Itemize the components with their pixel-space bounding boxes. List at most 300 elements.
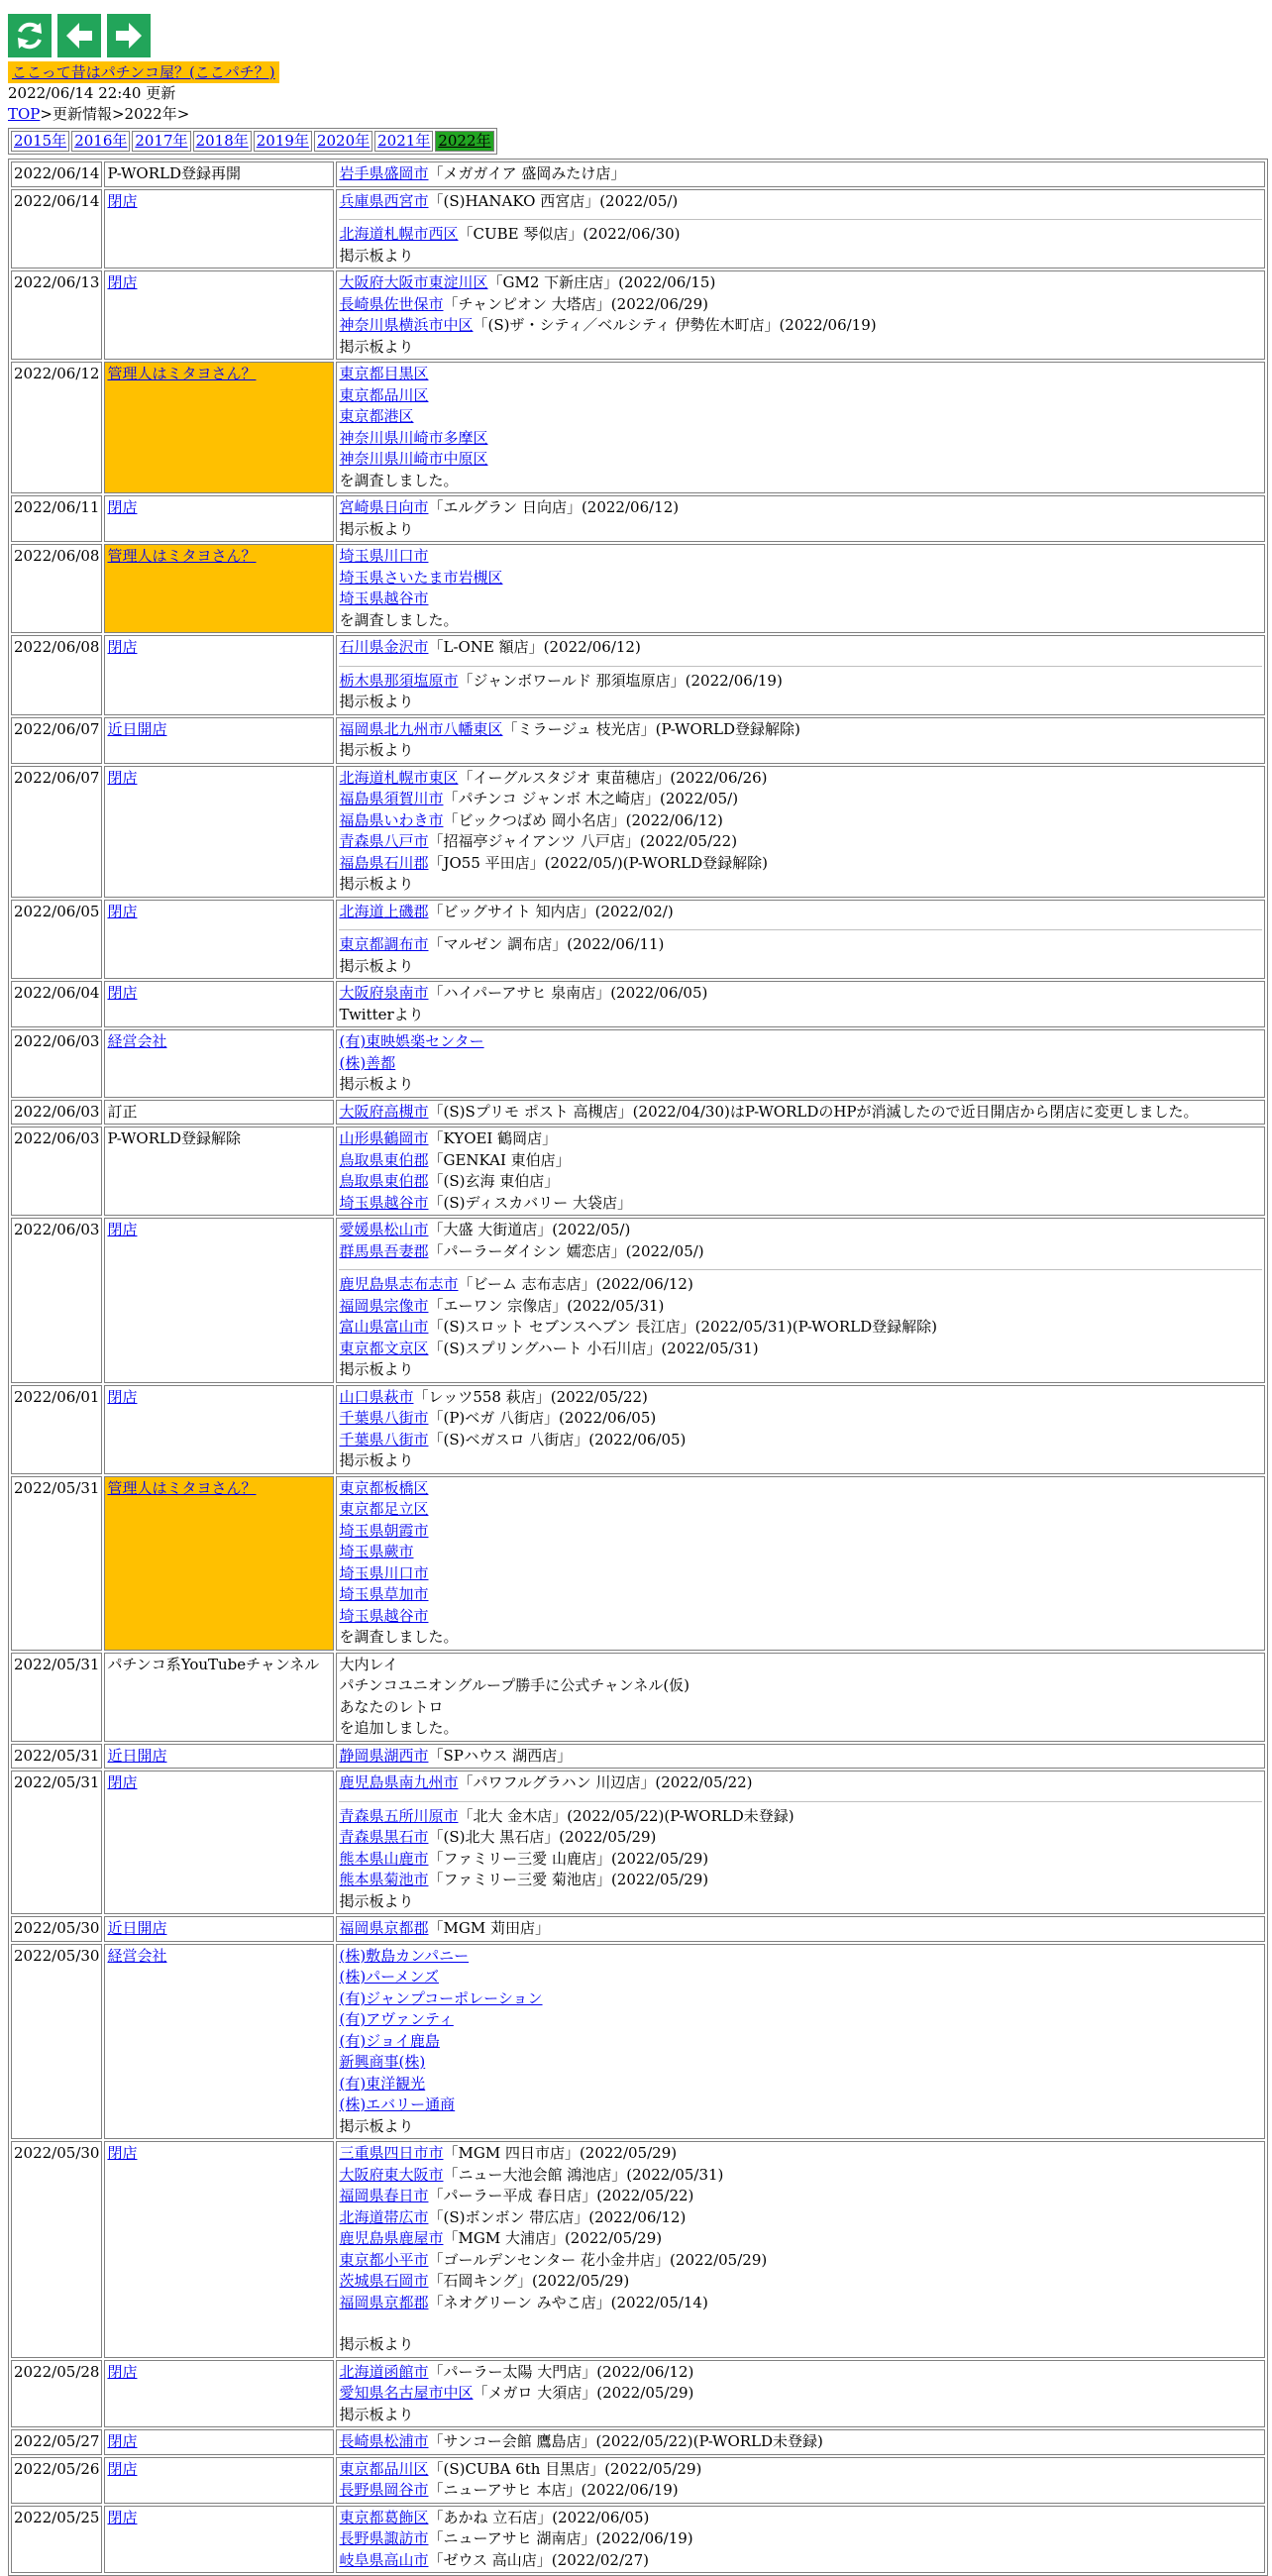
location-link[interactable]: 鳥取県東伯郡 [339, 1150, 429, 1169]
detail-text: 「エルグラン 日向店」(2022/06/12) [428, 498, 680, 516]
year-tab [254, 131, 312, 152]
location-link[interactable]: 長野県諏訪市 [339, 2529, 429, 2547]
news-detail [336, 2429, 1265, 2455]
news-row [11, 717, 1265, 764]
detail-line [339, 1074, 1262, 1096]
year-tab-link[interactable]: 2020年 [316, 132, 371, 150]
detail-line [339, 1918, 1262, 1940]
location-link[interactable]: 埼玉県草加市 [339, 1585, 429, 1603]
detail-text: 掲示板より [339, 1451, 414, 1469]
detail-line [339, 2116, 1262, 2138]
detail-line [339, 519, 1262, 541]
detail-line [339, 1220, 1262, 1241]
location-link[interactable]: 東京都葛飾区 [339, 2508, 429, 2526]
news-category-link[interactable]: 経営会社 [107, 1032, 167, 1050]
detail-line [339, 1359, 1262, 1381]
detail-text: 「ビッグサイト 知内店」(2022/02/) [428, 902, 674, 920]
detail-text: 「ファミリー三愛 菊池店」(2022/05/29) [428, 1871, 709, 1888]
news-category-link[interactable]: 管理人はミタヨさん？ [107, 547, 257, 565]
detail-line [339, 2228, 1262, 2250]
back-arrow-icon[interactable] [57, 14, 101, 57]
location-link[interactable]: 福岡県北九州市八幡東区 [339, 719, 503, 738]
news-row [11, 2506, 1265, 2574]
news-category-link[interactable]: 近日開店 [107, 1746, 167, 1765]
year-tab-link[interactable]: 2019年 [256, 132, 309, 150]
detail-text: 掲示板より [339, 2405, 414, 2423]
detail-line [339, 1718, 1262, 1740]
news-category: P-WORLD登録解除 [104, 1127, 334, 1216]
detail-text: 「ニュー大池会館 鴻池店」(2022/05/31) [443, 2165, 724, 2184]
location-link[interactable]: (有)東洋観光 [339, 2074, 426, 2093]
detail-text: 「MGM 大浦店」(2022/05/29) [443, 2229, 663, 2247]
location-link[interactable]: 北海道札幌市東区 [339, 768, 459, 787]
detail-line [339, 1193, 1262, 1215]
detail-line [339, 1967, 1262, 1988]
location-link[interactable]: 東京都調布市 [339, 935, 429, 953]
detail-text: 「ニューアサヒ 湖南店」(2022/06/19) [428, 2529, 693, 2547]
news-detail [336, 2360, 1265, 2428]
location-link[interactable]: 長崎県佐世保市 [339, 294, 444, 313]
news-category-link[interactable]: 近日開店 [107, 719, 167, 738]
detail-line [339, 1128, 1262, 1150]
detail-line [339, 2528, 1262, 2550]
news-category-link[interactable]: 閉店 [107, 191, 138, 210]
news-category-link[interactable]: 閉店 [107, 984, 138, 1002]
detail-text: 「パチンコ ジャンボ 木之崎店」(2022/05/) [443, 790, 739, 807]
location-link[interactable]: 東京都品川区 [339, 2459, 429, 2478]
year-tab-link[interactable]: 2021年 [377, 132, 431, 150]
location-link[interactable]: 千葉県八街市 [339, 1430, 429, 1449]
location-link[interactable]: 岩手県盛岡市 [339, 164, 429, 182]
location-link[interactable]: 鹿児島県南九州市 [339, 1773, 459, 1791]
detail-line [339, 719, 1262, 741]
location-link[interactable]: (有)ジョイ鹿島 [339, 2031, 440, 2050]
location-link[interactable]: 埼玉県川口市 [339, 547, 429, 565]
site-banner-link[interactable]: ここって昔はパチンコ屋？(ここパチ？) [8, 61, 279, 83]
news-category [104, 1218, 334, 1383]
news-row [11, 1744, 1265, 1770]
breadcrumb [8, 104, 1264, 125]
location-link[interactable]: 埼玉県朝霞市 [339, 1521, 429, 1540]
location-link[interactable]: (株)善都 [339, 1053, 396, 1072]
detail-line [339, 2383, 1262, 2405]
detail-text: 「(S)Sプリモ ポスト 高槻店」(2022/04/30)はP-WORLDのHPが消滅したので近日開店から閉店に変更しました。 [428, 1102, 1199, 1121]
detail-text: 掲示板より [339, 2335, 414, 2353]
detail-line [339, 1274, 1262, 1296]
detail-line [339, 428, 1262, 450]
news-category-link[interactable]: 閉店 [107, 902, 138, 920]
location-link[interactable]: 長野県岡谷市 [339, 2481, 429, 2499]
detail-line [339, 163, 1262, 185]
location-link[interactable]: 埼玉県越谷市 [339, 590, 429, 607]
detail-text: 「(S)ザ・シティ／ベルシティ 伊勢佐木町店」(2022/06/19) [473, 316, 877, 334]
news-category-link[interactable]: 閉店 [107, 638, 138, 656]
news-detail [336, 544, 1265, 633]
news-date: 2022/05/31 [11, 1476, 102, 1651]
location-link[interactable]: 東京都板橋区 [339, 1478, 429, 1497]
detail-text: 「MGM 四日市店」(2022/05/29) [443, 2144, 678, 2162]
detail-line [339, 1150, 1262, 1172]
detail-text: 「SPハウス 湖西店」 [428, 1746, 573, 1765]
location-link[interactable]: 新興商事(株) [339, 2053, 426, 2071]
detail-divider [339, 1269, 1262, 1270]
news-category-link[interactable]: 閉店 [107, 1221, 138, 1238]
news-category-link[interactable]: 閉店 [107, 2362, 138, 2381]
news-row [11, 1385, 1265, 1474]
detail-text: を調査しました。 [339, 1628, 459, 1646]
location-link[interactable]: 青森県八戸市 [339, 832, 429, 850]
news-detail [336, 2457, 1265, 2504]
refresh-icon[interactable] [8, 14, 52, 57]
location-link[interactable]: (株)エバリー通商 [339, 2095, 456, 2113]
detail-line [339, 2334, 1262, 2356]
detail-line [339, 2052, 1262, 2074]
detail-line [339, 1988, 1262, 2010]
detail-line [339, 1675, 1262, 1697]
year-tab-link[interactable]: 2016年 [74, 132, 128, 150]
breadcrumb-top-link[interactable]: TOP [8, 105, 41, 123]
news-detail [336, 2141, 1265, 2358]
location-link[interactable]: 宮崎県日向市 [339, 498, 429, 516]
detail-line [339, 191, 1262, 213]
detail-text: 「レッツ558 萩店」(2022/05/22) [413, 1387, 648, 1406]
location-link[interactable]: 愛媛県松山市 [339, 1221, 429, 1238]
location-link[interactable]: 福島県須賀川市 [339, 790, 444, 807]
detail-divider [339, 219, 1262, 220]
detail-line [339, 2094, 1262, 2116]
year-tab [193, 131, 252, 152]
location-link[interactable]: 鹿児島県志布志市 [339, 1275, 459, 1293]
detail-line [339, 568, 1262, 590]
detail-line [339, 2459, 1262, 2481]
year-tab-link[interactable]: 2018年 [195, 132, 249, 150]
location-link[interactable]: 埼玉県さいたま市岩槻区 [339, 568, 503, 587]
detail-text: 掲示板より [339, 1075, 414, 1093]
detail-text: 「イーグルスタジオ 東苗穂店」(2022/06/26) [458, 768, 768, 787]
news-detail [336, 1771, 1265, 1914]
detail-text: 「ネオグリーン みやこ店」(2022/05/14) [428, 2293, 708, 2311]
location-link[interactable]: 長崎県松浦市 [339, 2432, 429, 2450]
news-date: 2022/06/14 [11, 161, 102, 187]
detail-line [339, 1946, 1262, 1968]
location-link[interactable]: 大阪府大阪市東淀川区 [339, 273, 488, 291]
news-row [11, 1916, 1265, 1942]
detail-line [339, 2271, 1262, 2293]
news-category [104, 1029, 334, 1098]
location-link[interactable]: 大阪府東大阪市 [339, 2165, 444, 2184]
detail-text: Twitterより [339, 1005, 424, 1023]
location-link[interactable]: 埼玉県越谷市 [339, 1606, 429, 1625]
news-date: 2022/06/05 [11, 900, 102, 980]
news-category-link[interactable]: 閉店 [107, 2432, 138, 2450]
location-link[interactable]: 福岡県春日市 [339, 2187, 429, 2204]
detail-text: 「ミラージュ 枝光店」(P-WORLD登録解除) [502, 719, 800, 738]
news-category [104, 544, 334, 633]
news-date: 2022/05/26 [11, 2457, 102, 2504]
news-date: 2022/05/30 [11, 1916, 102, 1942]
news-date: 2022/05/25 [11, 2506, 102, 2574]
detail-text: 「KYOEI 鶴岡店」 [428, 1129, 558, 1147]
location-link[interactable]: 熊本県菊池市 [339, 1871, 429, 1888]
location-link[interactable]: 茨城県石岡市 [339, 2272, 429, 2290]
detail-line [339, 1606, 1262, 1628]
location-link[interactable]: 熊本県山鹿市 [339, 1849, 429, 1868]
detail-text: 「(S)ボンボン 帯広店」(2022/06/12) [428, 2207, 687, 2226]
location-link[interactable]: 青森県五所川原市 [339, 1806, 459, 1825]
location-link[interactable]: 鳥取県東伯郡 [339, 1172, 429, 1190]
news-date: 2022/05/31 [11, 1771, 102, 1914]
detail-line [339, 1697, 1262, 1719]
news-category-link[interactable]: 閉店 [107, 2508, 138, 2526]
location-link[interactable]: 埼玉県蕨市 [339, 1543, 414, 1560]
news-date: 2022/06/03 [11, 1127, 102, 1216]
year-tab-link[interactable]: 2015年 [14, 132, 67, 150]
detail-text: 掲示板より [339, 1360, 414, 1378]
location-link[interactable]: 静岡県湖西市 [339, 1746, 429, 1765]
year-tab-link[interactable]: 2017年 [135, 132, 188, 150]
detail-line [339, 2009, 1262, 2031]
news-category [104, 495, 334, 542]
location-link[interactable]: (株)パーメンズ [339, 1968, 439, 1986]
location-link[interactable]: 群馬県吾妻郡 [339, 1241, 429, 1260]
location-link[interactable]: 兵庫県西宮市 [339, 191, 429, 210]
detail-text: 「メガガイア 盛岡みたけ店」 [428, 164, 626, 182]
location-link[interactable]: 大阪府高槻市 [339, 1102, 429, 1121]
news-row [11, 635, 1265, 715]
detail-text: 「GM2 下新庄店」(2022/06/15) [487, 273, 716, 291]
news-detail [336, 1916, 1265, 1942]
detail-line [339, 1171, 1262, 1193]
location-link[interactable]: 千葉県八街市 [339, 1409, 429, 1427]
news-category [104, 1771, 334, 1914]
location-link[interactable]: 東京都文京区 [339, 1339, 429, 1357]
news-detail [336, 362, 1265, 493]
detail-text: 「(S)ディスカバリー 大袋店」 [428, 1193, 633, 1212]
location-link[interactable]: 愛知県名古屋市中区 [339, 2384, 474, 2402]
news-category [104, 981, 334, 1027]
news-date: 2022/06/03 [11, 1029, 102, 1098]
detail-line [339, 406, 1262, 428]
news-category-link[interactable]: 管理人はミタヨさん？ [107, 1478, 257, 1497]
detail-text: 「あかね 立石店」(2022/06/05) [428, 2508, 650, 2526]
detail-line [339, 2074, 1262, 2095]
location-link[interactable]: 石川県金沢市 [339, 638, 429, 656]
detail-text: 掲示板より [339, 519, 414, 538]
news-date: 2022/06/07 [11, 717, 102, 764]
detail-text: 掲示板より [339, 875, 414, 893]
news-row [11, 1029, 1265, 1098]
location-link[interactable]: 岐阜県高山市 [339, 2550, 429, 2569]
news-date: 2022/05/27 [11, 2429, 102, 2455]
detail-line [339, 1891, 1262, 1913]
location-link[interactable]: 埼玉県越谷市 [339, 1193, 429, 1212]
news-detail [336, 981, 1265, 1027]
location-link[interactable]: 富山県富山市 [339, 1318, 429, 1336]
detail-line [339, 671, 1262, 693]
news-date: 2022/06/01 [11, 1385, 102, 1474]
forward-arrow-icon[interactable] [107, 14, 151, 57]
news-detail [336, 495, 1265, 542]
detail-text: を調査しました。 [339, 610, 459, 629]
detail-text: 「CUBE 琴似店」(2022/06/30) [458, 225, 681, 243]
news-row [11, 1771, 1265, 1914]
detail-text: 「メガロ 大須店」(2022/05/29) [473, 2384, 694, 2402]
location-link[interactable]: 東京都目黒区 [339, 365, 429, 382]
news-category-link[interactable]: 閉店 [107, 1387, 138, 1406]
news-row [11, 1476, 1265, 1651]
detail-text: 「パーラー平成 春日店」(2022/05/22) [428, 2187, 694, 2204]
detail-line [339, 246, 1262, 268]
location-link[interactable]: 三重県四日市市 [339, 2144, 444, 2162]
year-tab [71, 131, 130, 152]
detail-text: を調査しました。 [339, 471, 459, 489]
detail-line [339, 2405, 1262, 2426]
news-category-link[interactable]: 閉店 [107, 2144, 138, 2162]
detail-line [339, 1387, 1262, 1409]
detail-text: 「(S)北大 黒石店」(2022/05/29) [428, 1828, 657, 1846]
news-category [104, 1476, 334, 1651]
detail-divider [339, 666, 1262, 667]
detail-line [339, 2508, 1262, 2529]
nav-icon-bar [8, 14, 1264, 57]
detail-text: 「ビーム 志布志店」(2022/06/12) [458, 1275, 693, 1293]
location-link[interactable]: 福島県いわき市 [339, 810, 444, 829]
location-link[interactable]: 大阪府泉南市 [339, 984, 429, 1002]
detail-line [339, 1655, 1262, 1676]
news-date: 2022/06/08 [11, 544, 102, 633]
detail-text: 「招福亭ジャイアンツ 八戸店」(2022/05/22) [428, 832, 738, 850]
location-link[interactable]: 福岡県宗像市 [339, 1296, 429, 1315]
detail-line [339, 2031, 1262, 2053]
detail-text: 「ジャンボワールド 那須塩原店」(2022/06/19) [458, 671, 783, 690]
news-date: 2022/05/30 [11, 2141, 102, 2358]
location-link[interactable]: 福岡県京都郡 [339, 2293, 429, 2311]
news-detail [336, 2506, 1265, 2574]
detail-text: 「(S)HANAKO 西宮店」(2022/05/) [428, 191, 679, 210]
detail-text: 「L-ONE 額店」(2022/06/12) [428, 638, 641, 656]
location-link[interactable]: 神奈川県川崎市多摩区 [339, 428, 488, 447]
detail-text: 「GENKAI 東伯店」 [428, 1150, 571, 1169]
news-category-link[interactable]: 閉店 [107, 2459, 138, 2478]
news-detail [336, 1218, 1265, 1383]
location-link[interactable]: 神奈川県横浜市中区 [339, 316, 474, 334]
location-link[interactable]: (株)敷島カンパニー [339, 1946, 470, 1965]
location-link[interactable]: 北海道上磯郡 [339, 902, 429, 920]
news-row [11, 2360, 1265, 2428]
news-category: P-WORLD登録再開 [104, 161, 334, 187]
detail-text: 「マルゼン 調布店」(2022/06/11) [428, 935, 665, 953]
location-link[interactable]: 北海道帯広市 [339, 2207, 429, 2226]
location-link[interactable]: 北海道函館市 [339, 2362, 429, 2381]
detail-line [339, 1339, 1262, 1360]
detail-text: あなたのレトロ [339, 1697, 444, 1716]
news-category-link[interactable]: 経営会社 [107, 1946, 167, 1965]
detail-text: 「ゴールデンセンター 花小金井店」(2022/05/29) [428, 2250, 768, 2269]
location-link[interactable]: 福島県石川郡 [339, 853, 429, 872]
detail-text: 「(P)ベガ 八街店」(2022/06/05) [428, 1409, 657, 1427]
location-link[interactable]: 山形県鶴岡市 [339, 1129, 429, 1147]
news-category-link[interactable]: 閉店 [107, 498, 138, 516]
location-link[interactable]: 北海道札幌市西区 [339, 225, 459, 243]
news-category-link[interactable]: 管理人はミタヨさん？ [107, 365, 257, 382]
news-row [11, 2141, 1265, 2358]
location-link[interactable]: 鹿児島県鹿屋市 [339, 2229, 444, 2247]
detail-line [339, 1031, 1262, 1053]
news-date: 2022/06/03 [11, 1100, 102, 1126]
news-date: 2022/05/31 [11, 1653, 102, 1742]
detail-line [339, 1053, 1262, 1075]
detail-line [339, 1849, 1262, 1871]
detail-line [339, 831, 1262, 853]
detail-line [339, 2207, 1262, 2229]
detail-line [339, 294, 1262, 316]
news-row [11, 900, 1265, 980]
location-link[interactable]: 栃木県那須塩原市 [339, 671, 459, 690]
location-link[interactable]: 神奈川県川崎市中原区 [339, 450, 488, 468]
location-link[interactable]: 福岡県京都郡 [339, 1919, 429, 1937]
location-link[interactable]: 東京都品川区 [339, 385, 429, 404]
detail-line [339, 2362, 1262, 2384]
location-link[interactable]: 東京都小平市 [339, 2250, 429, 2269]
news-date: 2022/06/13 [11, 270, 102, 360]
location-link[interactable]: 埼玉県川口市 [339, 1563, 429, 1582]
detail-line [339, 2480, 1262, 2502]
detail-text: 掲示板より [339, 741, 414, 759]
news-category [104, 766, 334, 898]
news-category [104, 2360, 334, 2428]
detail-line [339, 1296, 1262, 1318]
detail-line [339, 1806, 1262, 1828]
detail-text: 「(S)スプリングハート 小石川店」(2022/05/31) [428, 1339, 759, 1357]
news-row [11, 362, 1265, 493]
news-category [104, 635, 334, 715]
location-link[interactable]: 山口県萩市 [339, 1387, 414, 1406]
location-link[interactable]: (有)東映娯楽センター [339, 1032, 484, 1050]
news-date: 2022/06/14 [11, 189, 102, 269]
detail-line [339, 1499, 1262, 1521]
year-tab [132, 131, 190, 152]
detail-text: パチンコユニオングループ勝手に公式チャンネル(仮) [339, 1676, 690, 1694]
detail-text: 掲示板より [339, 693, 414, 710]
news-category-link[interactable]: 閉店 [107, 768, 138, 787]
detail-gap [339, 2313, 1262, 2334]
year-tab [314, 131, 372, 152]
location-link[interactable]: 東京都港区 [339, 407, 414, 425]
year-tab-link[interactable]: 2022年 [438, 132, 491, 150]
news-category-link[interactable]: 閉店 [107, 273, 138, 291]
detail-line [339, 1627, 1262, 1649]
detail-line [339, 934, 1262, 956]
year-tab [374, 131, 433, 152]
news-date: 2022/05/28 [11, 2360, 102, 2428]
detail-line [339, 1584, 1262, 1606]
location-link[interactable]: (有)アヴァンティ [339, 2010, 454, 2028]
detail-text: 「ファミリー三愛 山鹿店」(2022/05/29) [428, 1849, 709, 1868]
detail-line [339, 610, 1262, 632]
location-link[interactable]: 青森県黒石市 [339, 1828, 429, 1846]
news-row [11, 161, 1265, 187]
location-link[interactable]: 東京都足立区 [339, 1500, 429, 1518]
news-category-link[interactable]: 閉店 [107, 1773, 138, 1791]
location-link[interactable]: (有)ジャンプコーポレーション [339, 1988, 543, 2007]
news-category [104, 2457, 334, 2504]
detail-line [339, 874, 1262, 896]
news-date: 2022/06/11 [11, 495, 102, 542]
news-category-link[interactable]: 近日開店 [107, 1919, 167, 1937]
news-category [104, 1385, 334, 1474]
detail-line [339, 2165, 1262, 2187]
detail-line [339, 1102, 1262, 1124]
